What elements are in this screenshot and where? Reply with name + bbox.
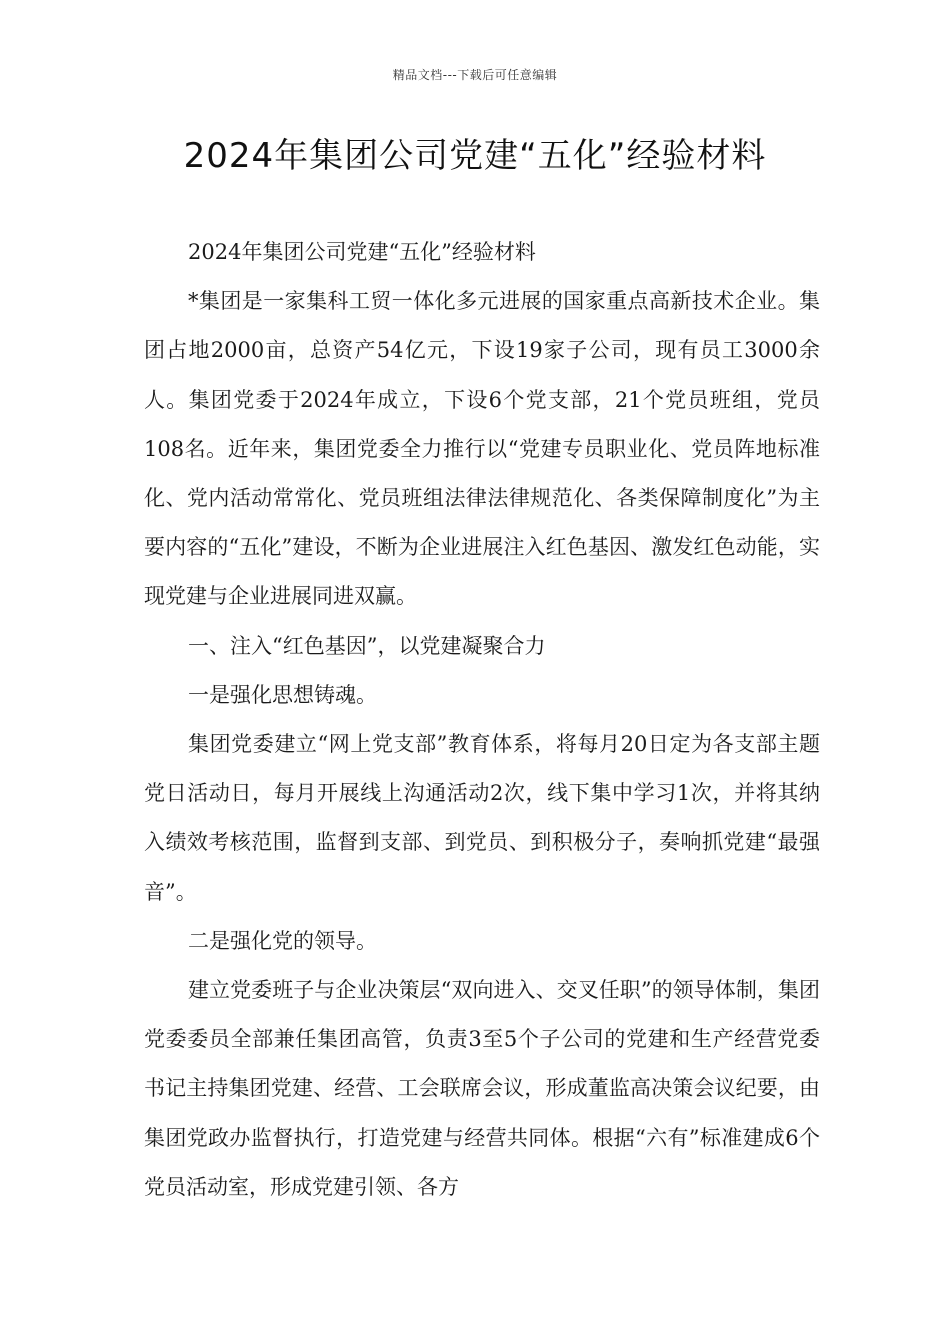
header-note: 精品文档---下载后可任意编辑 (392, 68, 558, 82)
body-paragraph-subtitle: 2024年集团公司党建“五化”经验材料 (188, 240, 536, 264)
document-body (144, 228, 820, 1212)
subheading-2: 二是强化党的领导。 (188, 928, 377, 953)
body-paragraph-1: 集团党委建立“网上党支部”教育体系，将每月20日定为各支部主题党日活动日，每月开展线上沟通活动2次，线下集中学习1次，并将其纳入绩效考核范围，监督到支部、到党员、到积极分子，奏响抓党建“最强音”。 (144, 732, 820, 904)
body-paragraph-2: 建立党委班子与企业决策层“双向进入、交叉任职”的领导体制，集团党委委员全部兼任集团高管，负责3至5个子公司的党建和生产经营党委书记主持集团党建、经营、工会联席会议，形成董监高决策会议纪要，由集团党政办监督执行，打造党建与经营共同体。根据“六有”标准建成6个党员活动室，形成党建引领、各方 (144, 978, 820, 1199)
section-heading-1: 一、注入“红色基因”，以党建凝聚合力 (188, 633, 546, 658)
document-title: 2024年集团公司党建“五化”经验材料 (183, 136, 767, 176)
body-paragraph-intro: *集团是一家集科工贸一体化多元进展的国家重点高新技术企业。集团占地2000亩，总资产54亿元，下设19家子公司，现有员工3000余人。集团党委于2024年成立，下设6个党支部，21个党员班组，党员108名。近年来，集团党委全力推行以“党建专员职业化、党员阵地标准化、党内活动常常化、党员班组法律法律规范化、各类保障制度化”为主要内容的“五化”建设，不断为企业进展注入红色基因、激发红色动能，实现党建与企业进展同进双赢。 (144, 289, 820, 609)
subheading-1: 一是强化思想铸魂。 (188, 682, 377, 707)
